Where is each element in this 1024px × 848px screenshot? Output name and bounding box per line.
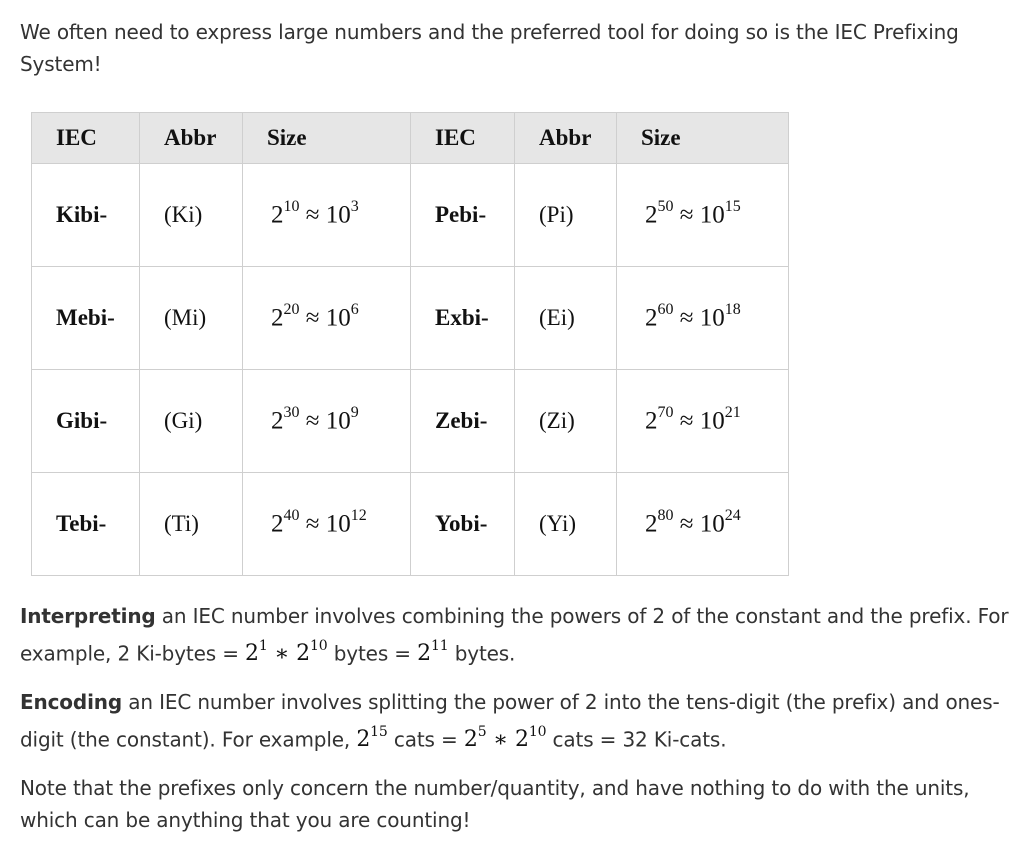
size-cell-2: $2^{50} \approx 10^{15}$: [617, 164, 789, 267]
encoding-paragraph: [20, 686, 1024, 756]
size-cell-2: $2^{80} \approx 10^{24}$: [617, 473, 789, 576]
col-header-iec-2: IEC: [411, 113, 515, 164]
prefix-cell-2: Exbi-: [411, 267, 515, 370]
abbr-cell-2: (Ei): [515, 267, 617, 370]
prefix-cell-2: Zebi-: [411, 370, 515, 473]
encoding-text-1: an IEC number involves splitting the power of 2 into the tens-digit (the prefix) and ones-digit (the constant). For example,: [20, 690, 1000, 752]
col-header-abbr-2: Abbr: [515, 113, 617, 164]
abbr-cell-2: (Pi): [515, 164, 617, 267]
table-header-row: [32, 113, 789, 164]
abbr-cell: (Ti): [140, 473, 243, 576]
encoding-term: Encoding: [20, 690, 123, 714]
math-2-pow-5: $2^5$: [463, 724, 487, 753]
math-times: ∗: [486, 727, 515, 753]
table-row: [32, 164, 789, 267]
interpreting-term: Interpreting: [20, 604, 156, 628]
interpreting-paragraph: [20, 600, 1024, 670]
col-header-size-2: Size: [617, 113, 789, 164]
col-header-iec: IEC: [32, 113, 140, 164]
abbr-cell-2: (Zi): [515, 370, 617, 473]
interpreting-text-2: bytes =: [327, 641, 418, 666]
size-cell: $2^{40} \approx 10^{12}$: [243, 473, 411, 576]
iec-prefix-table: [31, 112, 789, 576]
interpreting-text-3: bytes.: [448, 641, 516, 666]
table-row: [32, 370, 789, 473]
prefix-cell: Mebi-: [32, 267, 140, 370]
size-cell-2: $2^{60} \approx 10^{18}$: [617, 267, 789, 370]
math-2-pow-1: $2^1$: [245, 638, 268, 667]
col-header-abbr: Abbr: [140, 113, 243, 164]
encoding-text-2: cats =: [387, 727, 464, 752]
math-2-pow-15: $2^{15}$: [356, 724, 388, 753]
size-cell-2: $2^{70} \approx 10^{21}$: [617, 370, 789, 473]
size-cell: $2^{20} \approx 10^6$: [243, 267, 411, 370]
prefix-cell: Gibi-: [32, 370, 140, 473]
col-header-size: Size: [243, 113, 411, 164]
size-cell: $2^{10} \approx 10^3$: [243, 164, 411, 267]
prefix-cell-2: Pebi-: [411, 164, 515, 267]
math-times: ∗: [267, 641, 297, 667]
math-2-pow-11: $2^{11}$: [417, 638, 449, 667]
math-2-pow-10: $2^{10}$: [514, 724, 547, 753]
interpreting-text-1: an IEC number involves combining the powers of 2 of the constant and the prefix. For example, 2 Ki-bytes =: [20, 604, 1009, 666]
table-row: [32, 473, 789, 576]
math-2-pow-10: $2^{10}$: [296, 638, 328, 667]
prefix-cell: Kibi-: [32, 164, 140, 267]
encoding-text-3: cats = 32 Ki-cats.: [546, 727, 727, 752]
prefix-cell-2: Yobi-: [411, 473, 515, 576]
intro-paragraph: We often need to express large numbers and the preferred tool for doing so is the IEC Prefixing System!: [20, 20, 959, 76]
size-cell: $2^{30} \approx 10^9$: [243, 370, 411, 473]
table-row: [32, 267, 789, 370]
note-paragraph: Note that the prefixes only concern the number/quantity, and have nothing to do with the units, which can be anything that you are counting!: [20, 776, 970, 832]
abbr-cell: (Mi): [140, 267, 243, 370]
abbr-cell: (Gi): [140, 370, 243, 473]
abbr-cell-2: (Yi): [515, 473, 617, 576]
prefix-cell: Tebi-: [32, 473, 140, 576]
abbr-cell: (Ki): [140, 164, 243, 267]
